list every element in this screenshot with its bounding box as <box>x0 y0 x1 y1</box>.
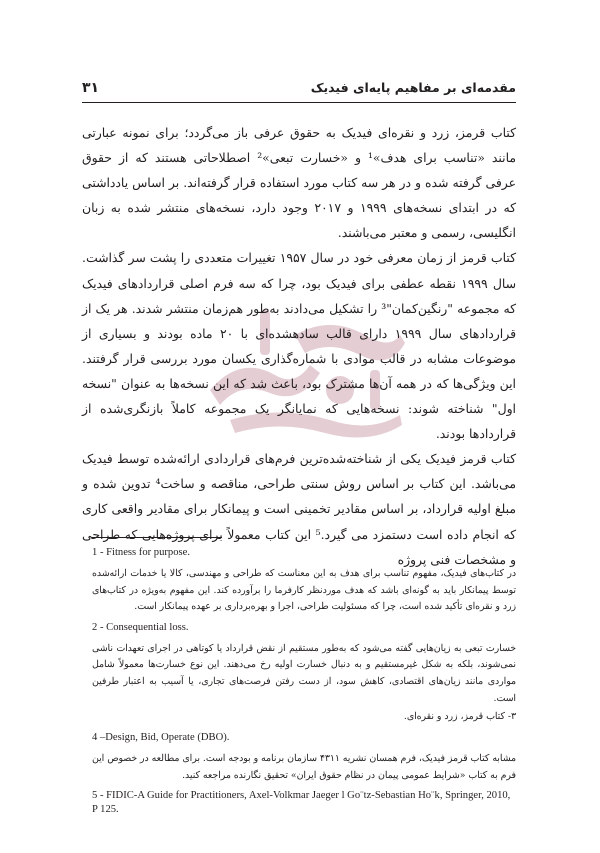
paragraph: کتاب قرمز، زرد و نقره‌ای فیدیک به حقوق عرفی باز می‌گردد؛ برای نمونه عبارتی مانند «تناسب برای هدف»¹ و «خسارت تبعی»² اصطلاحاتی هستند که از حقوق عرفی گرفته شده و در هر سه کتاب مورد استفاده قرار گرفته‌اند. بر اساس یادداشتی که در ابتدای نسخه‌های ۱۹۹۹ و ۲۰۱۷ وجود دارد، نسخه‌های منتشر شده به زبان انگلیسی، رسمی و معتبر می‌باشند. <box>82 125 517 241</box>
footnote-3-persian: ۳- کتاب قرمز، زرد و نقره‌ای. <box>403 711 516 723</box>
footnote-2-english: 2 - Consequential loss. <box>92 621 189 633</box>
paragraph: کتاب قرمز فیدیک یکی از شناخته‌شده‌ترین فرم‌های قراردادی ارائه‌شده توسط فیدیک می‌باشد. این کتاب بر اساس روش سنتی طراحی، مناقصه و ساخت⁴ تدوین شده و مبلغ اولیه قرارداد، بر اساس مقادیر تخمینی است و پیمانکار برای مقادیر واقعی کاری که انجام داده است دستمزد می گیرد.⁵ این کتاب معمولاً برای پروژه‌هایی که طراحی و مشخصات فنی پروژه <box>82 451 516 567</box>
footnote-4-persian: مشابه کتاب قرمز فیدیک، فرم همسان نشریه ۴۳۱۱ سازمان برنامه و بودجه است. برای مطالعه در خصوص این فرم به کتاب «شرایط عمومی پیمان در نظام حقوق ایران» تحقیق نگارنده مراجعه کنید. <box>92 753 516 781</box>
running-title: مقدمه‌ای بر مفاهیم پایه‌ای فیدیک <box>310 80 516 95</box>
running-header <box>82 80 516 103</box>
page-number: ۳۱ <box>82 80 100 96</box>
paragraph: کتاب قرمز از زمان معرفی خود در سال ۱۹۵۷ تغییرات متعددی را پشت سر گذاشت. سال ۱۹۹۹ نقطه عطفی برای فیدیک بود، چرا که سه فرم اصلی قراردادهای فیدیک که مجموعه "رنگین‌کمان"³ را تشکیل می‌دادند به‌طور هم‌زمان منتشر شدند. هر یک از قراردادهای سال ۱۹۹۹ دارای قالب سادهشده‌ای با ۲۰ ماده بودند و بسیاری از موضوعات مشابه در قالب موادی با شماره‌گذاری یکسان مورد بررسی قرار گرفتند. این ویژگی‌ها که در همه آن‌ها مشترک بود، باعث شد که این نسخه‌ها به عنوان "نسخه اول" شناخته شوند: نسخه‌هایی که نمایانگر یک مجموعه کاملاً بازنگری‌شده از قراردادها بودند. <box>82 250 517 442</box>
footnote-4-english: 4 –Design, Bid, Operate (DBO). <box>92 732 230 744</box>
footnote-1-english: 1 - Fitness for purpose. <box>92 547 190 558</box>
footnotes <box>92 541 516 823</box>
footnote-5-english: 5 - FIDIC-A Guide for Practitioners, Axel-Volkmar Jaeger l Go¨tz-Sebastian Ho¨k, Springer, 2010, P 125. <box>92 790 511 816</box>
footnote-1-persian: در کتاب‌های فیدیک، مفهوم تناسب برای هدف به این معناست که طراحی و مهندسی، کالا یا خدمات ارائه‌شده توسط پیمانکار باید به گونه‌ای باشد که هدف موردنظر کارفرما را برآورده کند. این مفهوم به‌ویژه در کتاب‌های زرد و نقره‌ای تأکید شده است، چرا که مسئولیت طراحی، اجرا و بهره‌برداری بر عهده پیمانکار است. <box>92 568 516 613</box>
footnote-2-persian: خسارت تبعی به زیان‌هایی گفته می‌شود که به‌طور مستقیم از نقض قرارداد یا کوتاهی در اجرای تعهدات ناشی نمی‌شوند، بلکه به شکل غیرمستقیم و به دنبال خسارت اولیه رخ می‌دهند. این نوع خسارت‌ها معمولاً شامل مواردی مانند زیان‌های اقتصادی، کاهش سود، از دست رفتن فرصت‌های تجاری، یا آسیب به اعتبار طرفین است. <box>92 642 516 704</box>
body-text <box>82 120 516 572</box>
footnote-divider <box>92 537 222 538</box>
